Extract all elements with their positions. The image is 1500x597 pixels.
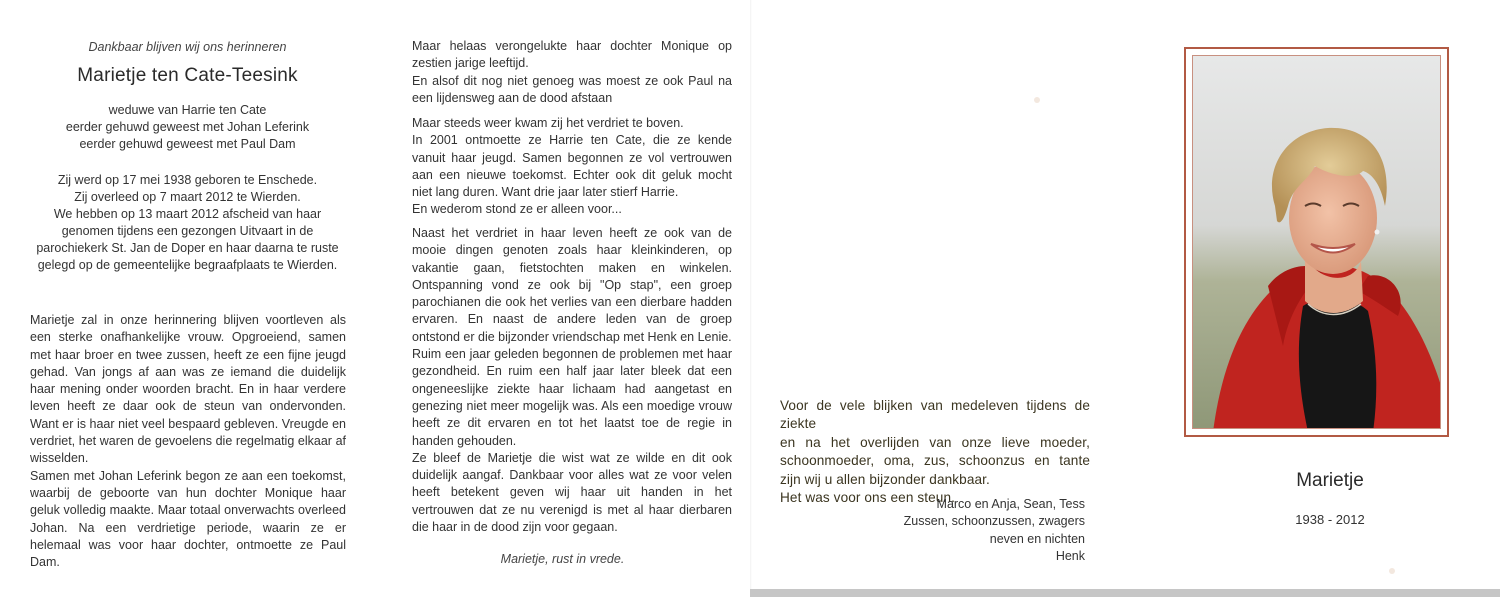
- relation-line: eerder gehuwd geweest met Paul Dam: [79, 137, 296, 151]
- thanks-text: [780, 397, 1090, 507]
- life-years: 1938 - 2012: [1295, 512, 1365, 527]
- paragraph-2: [412, 115, 732, 219]
- date-line: We hebben op 13 maart 2012 afscheid van haar: [53, 207, 322, 221]
- left-page: [0, 0, 375, 597]
- text-line: Ze bleef de Marietje die wist wat ze wilde en dit ook duidelijk aangaf. Dankbaar voor alles wat ze voor velen heeft betekent geven wij haar uit handen in het vertrouwen dat ze nu verenigd is met al haar dierbaren die haar in de dood zijn voor gegaan.: [412, 450, 732, 535]
- text-line: En wederom stond ze er alleen voor...: [412, 202, 622, 217]
- relation-line: eerder gehuwd geweest met Johan Leferink: [65, 120, 310, 134]
- bio-paragraph: Samen met Johan Leferink begon ze aan een toekomst, waarbij de geboorte van hun dochter Monique haar geluk volledig maakte. Maar totaal onverwachts overleed Johan. Na een verdrietige periode, waarin ze er helemaal was voor haar dochter, ontmoette ze Paul Dam.: [30, 468, 346, 570]
- thanks-line: schoonmoeder, oma, zus, schoonzus en tante: [780, 453, 1090, 469]
- thanks-line: en na het overlijden van onze lieve moeder,: [780, 434, 1090, 450]
- portrait-photo: [1192, 55, 1441, 429]
- text-line: Naast het verdriet in haar leven heeft ze ook van de mooie dingen genoten zoals haar kleinkinderen, op vakantie gaan, fietstochten maken en winkelen. Ontspanning vond ze ook bij "Op stap", een groep parochianen die ook het verlies van een dierbare hadden ervaren. En naast de andere leden van de groep ontstond er die bijzonder vriendschap met Henk en Lenie.: [412, 226, 732, 344]
- middle-page: [375, 0, 750, 597]
- biography: [30, 312, 346, 571]
- signatures: [825, 496, 1085, 565]
- fold-line: [750, 0, 752, 597]
- portrait-illustration: [1193, 56, 1441, 429]
- text-line: En alsof dit nog niet genoeg was moest ze ook Paul na een lijdensweg aan de dood afstaan: [412, 73, 732, 105]
- thanks-page: [750, 0, 1125, 597]
- relations-block: [0, 102, 375, 153]
- photo-page: [1125, 0, 1500, 597]
- text-line: Maar steeds weer kwam zij het verdriet te boven.: [412, 116, 684, 130]
- date-line: genomen tijdens een gezongen Uitvaart in de: [61, 224, 314, 238]
- thanks-line: zijn wij u allen bijzonder dankbaar.: [780, 471, 990, 487]
- paper-speck: [1389, 568, 1395, 574]
- signature-line: Henk: [1055, 548, 1085, 563]
- text-line: Ruim een jaar geleden begonnen de problemen met haar gezondheid. En ruim een half jaar later bleek dat een ongeneeslijke ziekte haar lichaam had aangetast en genezing niet meer mogelijk was. Als een moedige vrouw heeft ze dit ervaren en tot het laatst toe de regie in handen gehouden.: [412, 347, 732, 448]
- signature-line: Zussen, schoonzussen, zwagers: [903, 514, 1085, 529]
- thanks-line: Voor de vele blijken van medeleven tijdens de ziekte: [780, 398, 1090, 432]
- text-line: In 2001 ontmoette ze Harrie ten Cate, die ze kende vanuit haar jeugd. Samen begonnen ze vol vertrouwen aan een nieuwe toekomst. Echter ook dit geluk mocht niet lang duren. Want drie jaar later stierf Harrie.: [412, 133, 732, 200]
- bio-paragraph: Marietje zal in onze herinnering blijven voortleven als een sterke onafhankelijke vrouw. Opgroeiend, samen met haar broer en twee zussen, heeft ze een fijne jeugd gehad. Van jongs af aan was ze iemand die duidelijk haar mening onder woorden bracht. En in haar verdere leven heeft ze daar ook de steun van ondervonden. Want er is haar niet veel bespaard gebleven. Vreugde en verdriet, het waren de gevoelens die regelmatig elkaar af wisselden.: [30, 313, 346, 466]
- signature-line: Marco en Anja, Sean, Tess: [936, 497, 1085, 511]
- date-line: Zij overleed op 7 maart 2012 te Wierden.: [74, 190, 301, 204]
- paragraph-1: [412, 38, 732, 107]
- date-line: Zij werd op 17 mei 1938 geboren te Enschede.: [57, 173, 318, 187]
- date-line: gelegd op de gemeentelijke begraafplaats te Wierden.: [37, 258, 338, 272]
- deceased-name: Marietje ten Cate-Teesink: [77, 65, 298, 86]
- dates-block: [0, 172, 375, 274]
- text-line: Maar helaas verongelukte haar dochter Monique op zestien jarige leeftijd.: [412, 39, 732, 71]
- paragraph-3: [412, 225, 732, 536]
- photo-frame: [1184, 47, 1449, 437]
- paper-speck: [1034, 97, 1040, 103]
- signature-line: neven en nichten: [989, 531, 1085, 546]
- photo-name: Marietje: [1296, 470, 1364, 491]
- date-line: parochiekerk St. Jan de Doper en haar daarna te ruste: [36, 241, 339, 255]
- relation-line: weduwe van Harrie ten Cate: [108, 103, 267, 117]
- closing-text: Marietje, rust in vrede.: [500, 552, 625, 566]
- intro-text: Dankbaar blijven wij ons herinneren: [88, 40, 287, 54]
- thanks-line: Het was voor ons een steun.: [780, 490, 955, 506]
